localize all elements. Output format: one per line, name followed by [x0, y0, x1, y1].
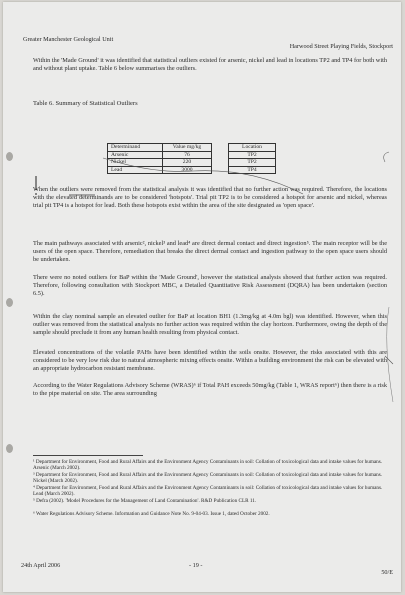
paragraph-bap-made-ground: There were no noted outliers for BaP within the 'Made Ground', however the statistical analysis showed that further action was required. Therefore, following consultation with Stockport MBC, a Detailed Quantitative Risk Assessment (DQRA) has been undertaken (section 6.5).: [33, 274, 387, 298]
table-header-determinand: Determinand: [108, 144, 163, 152]
footer-page-number: - 19 -: [189, 562, 203, 569]
paragraph-volatile-pahs: Elevated concentrations of the volatile PAHs have been identified within the soils onsite. However, the risks associated with this are considered to be very low risk due to natural atmospheric mixing effects onsite. Within a building environment the risk can be elevated with an appropriate hydrocarbon resistant membrane.: [33, 349, 387, 373]
footnote: ³ Department for Environment, Food and Rural Affairs and the Environment Agency Contaminants in soil: Collation of toxicological data and intake values for humans. Nickel (March 2002).: [33, 472, 383, 485]
header-left: Greater Manchester Geological Unit: [23, 36, 114, 43]
table-cell-location: TP2: [229, 151, 276, 159]
table-cell-value: 220: [163, 159, 212, 167]
footnote: ¹ Department for Environment, Food and Rural Affairs and the Environment Agency Contaminants in soil: Collation of toxicological data and intake values for humans. Arsenic (March 2002).: [33, 459, 383, 472]
margin-line-mark: [387, 307, 393, 402]
paragraph-pathways: The main pathways associated with arsenic², nickel³ and lead⁴ are direct dermal contact and direct ingestion⁵. The main receptor will be the users of the open space. Therefore, remediation that breaks the direct dermal contact and ingestion pathway to the open space users should be undertaken.: [33, 240, 387, 264]
table-cell-value: 3000: [163, 166, 212, 174]
pen-stroke-mark: [103, 158, 303, 194]
handwritten-annotations: [3, 2, 401, 592]
margin-slash-mark: [385, 356, 393, 364]
footer-reference: 50/E: [381, 569, 393, 576]
header-right: Harwood Street Playing Fields, Stockport: [289, 43, 393, 50]
footnote: ⁴ Department for Environment, Food and Rural Affairs and the Environment Agency Contaminants in soil: Collation of toxicological data and intake values for humans. Lead (March 2002).: [33, 485, 383, 498]
table-header-value: Value mg/kg: [163, 144, 212, 152]
paragraph-bap-clay: Within the clay nominal sample an elevated outlier for BaP at location BH1 (1.3mg/kg at 4.0m bgl) was identified. However, when this outlier was removed from the statistical analysis no further action was required within the clay horizon. Furthermore, owing the depth of the sample should preclude it from any human health resulting from physical contact.: [33, 313, 387, 337]
margin-tick-mark: [384, 152, 389, 162]
paragraph-outliers-intro: Within the 'Made Ground' it was identified that statistical outliers existed for arsenic, nickel and lead in locations TP2 and TP4 for both with and without plant uptake. Table 6 below summarises the outliers.: [33, 57, 387, 73]
footnote: ⁵ Defra (2002). 'Model Procedures for the Management of Land Contamination'. R&D Publication CLR 11.: [33, 498, 257, 504]
paragraph-wras: According to the Water Regulations Advisory Scheme (WRAS)⁶ if Total PAH exceeds 50mg/kg (Table 1, WRAS report⁶) then there is a risk to the pipe material on site. The area surrounding: [33, 382, 387, 398]
footer-date: 24th April 2006: [21, 562, 61, 569]
document-page: [3, 2, 401, 592]
table-cell-determinand: Nickel: [108, 159, 163, 167]
paragraph-hotspots: When the outliers were removed from the statistical analysis it was identified that no further action was required. Therefore, the locations with the elevated determinands are to be considered 'hotspots'. Trial pit TP2 is to be considered a hotspot for arsenic and nickel, whereas trial pit TP4 is a hotspot for lead. Both these hotspots exist within the area of the site designated as 'open space'.: [33, 186, 387, 210]
table-header-location: Location: [229, 144, 276, 152]
table-cell-value: 76: [163, 151, 212, 159]
table-cell-determinand: Lead: [108, 166, 163, 174]
table-cell-determinand: Arsenic: [108, 151, 163, 159]
footnote: ⁶ Water Regulations Advisory Scheme. Information and Guidance Note No. 9-04-03. Issue 1, dated October 2002.: [33, 511, 270, 517]
table-cell-location: TP2: [229, 159, 276, 167]
table-cell-location: TP4: [229, 166, 276, 174]
table-title: Table 6. Summary of Statistical Outliers: [33, 100, 138, 107]
